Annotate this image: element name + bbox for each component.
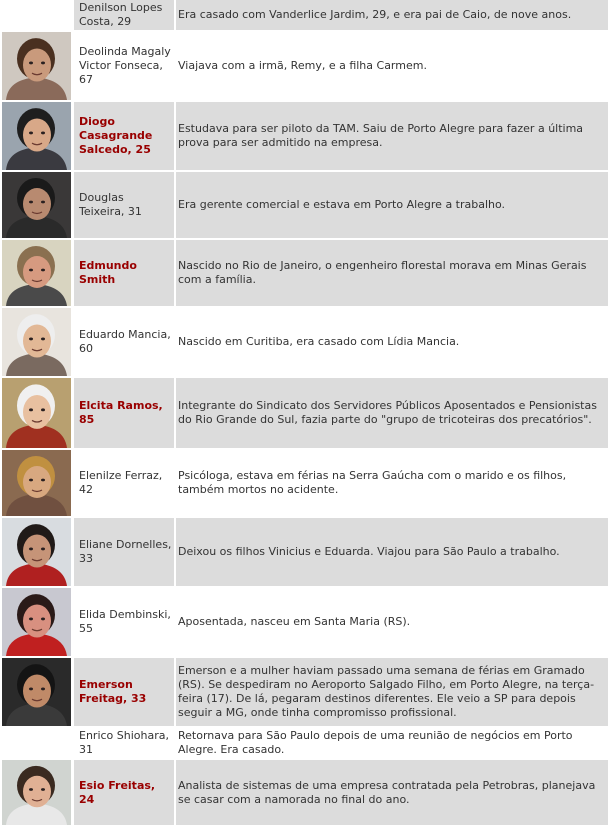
portrait-photo — [2, 518, 71, 586]
photo-cell — [2, 0, 71, 30]
photo-cell — [2, 102, 71, 170]
victim-name: Edmundo Smith — [79, 259, 137, 286]
victim-description-cell — [176, 760, 608, 825]
victim-description: Emerson e a mulher haviam passado uma semana de férias em Gramado (RS). Se despediram no Aeroporto Salgado Filho, em Porto Alegre, na terça-feira (17). De lá, pegaram destinos diferentes. Ele veio a SP para depois seguir a MG, onde tinha compromisso profissional. — [178, 664, 595, 719]
victim-description: Retornava para São Paulo depois de uma reunião de negócios em Porto Alegre. Era casado. — [178, 729, 573, 756]
victim-name: Eliane Dornelles, 33 — [79, 538, 172, 565]
victim-name-cell — [74, 378, 174, 448]
table-row — [0, 172, 612, 240]
victim-name: Deolinda Magaly Victor Fonseca, 67 — [79, 45, 171, 86]
victim-name-cell — [74, 240, 174, 306]
victim-description-cell — [176, 518, 608, 586]
victim-name-cell — [74, 588, 174, 656]
photo-cell — [2, 378, 71, 448]
victim-name-cell — [74, 760, 174, 825]
victim-description: Nascido em Curitiba, era casado com Lídia Mancia. — [178, 335, 460, 348]
victim-description: Deixou os filhos Vinicius e Eduarda. Viajou para São Paulo a trabalho. — [178, 545, 560, 558]
victim-description-cell — [176, 240, 608, 306]
victim-name-cell — [74, 308, 174, 376]
table-row — [0, 450, 612, 518]
victim-description-cell — [176, 378, 608, 448]
table-row — [0, 760, 612, 827]
photo-cell — [2, 308, 71, 376]
victim-name: Denilson Lopes Costa, 29 — [79, 1, 163, 28]
victim-name-cell — [74, 728, 174, 758]
portrait-photo — [2, 378, 71, 448]
victim-name-cell — [74, 518, 174, 586]
victim-description: Integrante do Sindicato dos Servidores Públicos Aposentados e Pensionistas do Rio Grande do Sul, fazia parte do "grupo de tricoteiras dos precatórios". — [178, 399, 597, 426]
portrait-photo — [2, 240, 71, 306]
portrait-photo — [2, 102, 71, 170]
victim-description-cell — [176, 102, 608, 170]
table-row — [0, 658, 612, 728]
portrait-photo — [2, 760, 71, 825]
victim-name-cell — [74, 172, 174, 238]
portrait-photo — [2, 658, 71, 726]
table-row — [0, 378, 612, 450]
portrait-photo — [2, 588, 71, 656]
photo-cell — [2, 32, 71, 100]
victim-name: Douglas Teixeira, 31 — [79, 191, 142, 218]
table-row — [0, 588, 612, 658]
victim-name: Emerson Freitag, 33 — [79, 678, 147, 705]
photo-cell — [2, 658, 71, 726]
victim-name: Diogo Casagrande Salcedo, 25 — [79, 115, 153, 156]
victim-description: Nascido no Rio de Janeiro, o engenheiro florestal morava em Minas Gerais com a família. — [178, 259, 587, 286]
victim-description-cell — [176, 588, 608, 656]
victim-description: Era gerente comercial e estava em Porto Alegre a trabalho. — [178, 198, 506, 211]
victim-name: Elcita Ramos, 85 — [79, 399, 163, 426]
victim-name-cell — [74, 0, 174, 30]
victim-description-cell — [176, 728, 608, 758]
victim-description-cell — [176, 450, 608, 516]
table-row — [0, 240, 612, 308]
table-row — [0, 518, 612, 588]
portrait-photo — [2, 308, 71, 376]
table-row — [0, 728, 612, 760]
victim-name: Eduardo Mancia, 60 — [79, 328, 171, 355]
victim-description: Aposentada, nasceu em Santa Maria (RS). — [178, 615, 411, 628]
victim-description: Psicóloga, estava em férias na Serra Gaúcha com o marido e os filhos, também mortos no acidente. — [178, 469, 567, 496]
photo-cell — [2, 588, 71, 656]
victim-description-cell — [176, 0, 608, 30]
photo-cell — [2, 450, 71, 516]
victim-description-cell — [176, 308, 608, 376]
photo-cell — [2, 240, 71, 306]
victim-name: Enrico Shiohara, 31 — [79, 729, 169, 756]
victim-name-cell — [74, 658, 174, 726]
victim-name-cell — [74, 102, 174, 170]
portrait-photo — [2, 32, 71, 100]
victim-description-cell — [176, 32, 608, 100]
victim-description: Viajava com a irmã, Remy, e a filha Carmem. — [178, 59, 427, 72]
photo-cell — [2, 728, 71, 758]
portrait-photo — [2, 450, 71, 516]
photo-cell — [2, 518, 71, 586]
victim-description: Analista de sistemas de uma empresa contratada pela Petrobras, planejava se casar com a namorada no final do ano. — [178, 778, 596, 806]
table-row — [0, 0, 612, 32]
victim-name-cell — [74, 32, 174, 100]
victim-description-cell — [176, 172, 608, 238]
victim-description: Estudava para ser piloto da TAM. Saiu de Porto Alegre para fazer a última prova para ser admitido na empresa. — [178, 122, 584, 149]
table-row — [0, 308, 612, 378]
portrait-photo — [2, 172, 71, 238]
victim-name: Elenilze Ferraz, 42 — [79, 469, 163, 496]
victim-name-cell — [74, 450, 174, 516]
table-row — [0, 102, 612, 172]
victim-description-cell — [176, 658, 608, 726]
photo-cell — [2, 760, 71, 825]
victim-description: Era casado com Vanderlice Jardim, 29, e era pai de Caio, de nove anos. — [178, 8, 572, 21]
table-row — [0, 32, 612, 102]
victim-name: Esio Freitas, 24 — [79, 778, 156, 806]
photo-cell — [2, 172, 71, 238]
victim-name: Elida Dembinski, 55 — [79, 608, 171, 635]
